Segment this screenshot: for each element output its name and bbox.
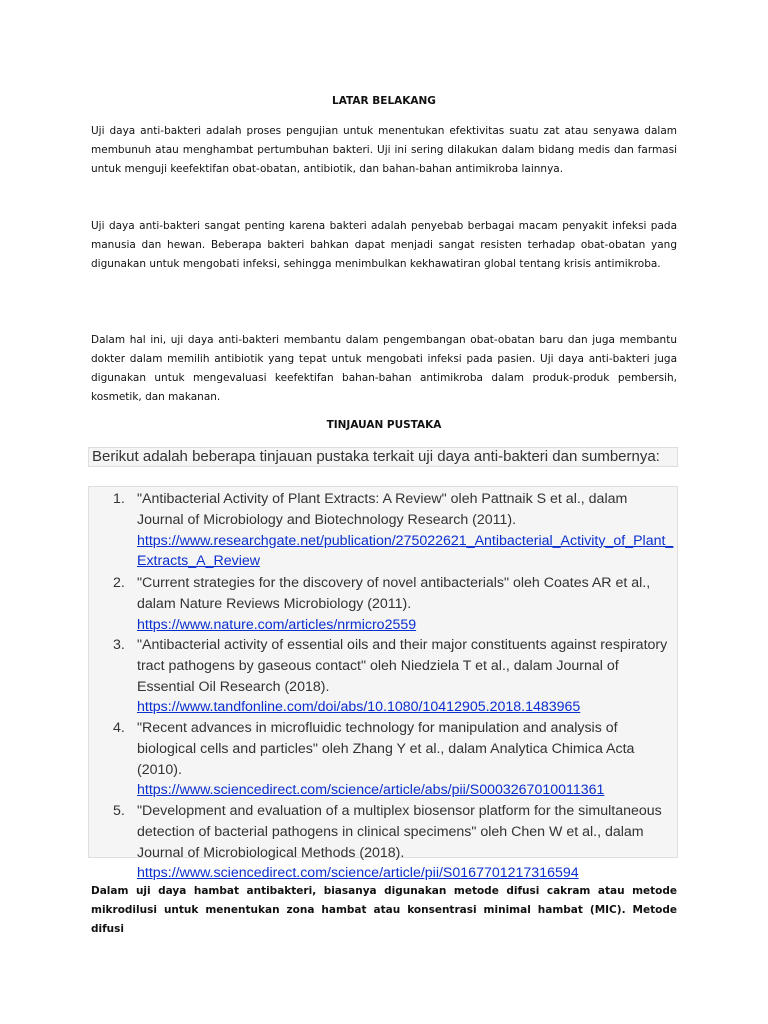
reference-citation: "Development and evaluation of a multiplex biosensor platform for the simultaneous detection of bacterial pathogens in clinical specimens" oleh Chen W et al., dalam Journal of Microbiological Methods (2018).: [137, 803, 662, 861]
reference-number: 3.: [113, 637, 125, 653]
reference-link[interactable]: https://www.sciencedirect.com/science/article/abs/pii/S0003267010011361: [137, 782, 605, 799]
paragraph-background-2: Uji daya anti-bakteri sangat penting karena bakteri adalah penyebab berbagai macam penyakit infeksi pada manusia dan hewan. Beberapa bakteri bahkan dapat menjadi sangat resisten terhadap obat-obatan yang digunakan untuk mengobati infeksi, sehingga menimbulkan kekhawatiran global tentang krisis antimikroba.: [91, 220, 677, 270]
paragraph-background-3: Dalam hal ini, uji daya anti-bakteri membantu dalam pengembangan obat-obatan baru dan juga membantu dokter dalam memilih antibiotik yang tepat untuk mengobati infeksi pada pasien. Uji daya anti-bakteri juga digunakan untuk mengevaluasi keefektifan bahan-bahan antimikroba dalam produk-produk pembersih, kosmetik, dan makanan.: [91, 334, 677, 403]
reference-link[interactable]: https://www.researchgate.net/publication/275022621_Antibacterial_Activity_of_Plant_Extracts_A_Review: [137, 532, 674, 570]
reference-number: 5.: [113, 803, 125, 819]
reference-number: 4.: [113, 720, 125, 736]
reference-link[interactable]: https://www.nature.com/articles/nrmicro2559: [137, 616, 417, 633]
reference-link[interactable]: https://www.tandfonline.com/doi/abs/10.1080/10412905.2018.1483965: [137, 699, 581, 716]
paragraph-background-1: Uji daya anti-bakteri adalah proses pengujian untuk menentukan efektivitas suatu zat atau senyawa dalam membunuh atau menghambat pertumbuhan bakteri. Uji ini sering dilakukan dalam bidang medis dan farmasi untuk menguji keefektifan obat-obatan, antibiotik, dan bahan-bahan antimikroba lainnya.: [91, 125, 677, 175]
reference-citation: "Recent advances in microfluidic technology for manipulation and analysis of biological cells and particles" oleh Zhang Y et al., dalam Analytica Chimica Acta (2010).: [137, 720, 635, 778]
reference-number: 2.: [113, 575, 125, 591]
reference-number: 1.: [113, 491, 125, 507]
reference-citation: "Current strategies for the discovery of novel antibacterials" oleh Coates AR et al., dalam Nature Reviews Microbiology (2011).: [137, 575, 651, 612]
reference-box: [88, 486, 678, 882]
reference-citation: "Antibacterial Activity of Plant Extracts: A Review" oleh Pattnaik S et al., dalam Journal of Microbiology and Biotechnology Research (2011).: [137, 491, 628, 528]
reference-link[interactable]: https://www.sciencedirect.com/science/article/pii/S0167701217316594: [137, 865, 579, 882]
reference-list: [89, 487, 679, 882]
reference-citation: "Antibacterial activity of essential oils and their major constituents against respiratory tract pathogens by gaseous contact" oleh Niedziela T et al., dalam Journal of Essential Oil Research (2018).: [137, 637, 668, 695]
heading-tinjauan-pustaka: TINJAUAN PUSTAKA: [326, 419, 442, 431]
paragraph-method: Dalam uji daya hambat antibakteri, biasanya digunakan metode difusi cakram atau metode mikrodilusi untuk menentukan zona hambat atau konsentrasi minimal hambat (MIC). Metode difusi: [91, 885, 677, 935]
heading-latar-belakang: LATAR BELAKANG: [332, 95, 436, 107]
review-intro: Berikut adalah beberapa tinjauan pustaka terkait uji daya anti-bakteri dan sumbernya:: [88, 447, 678, 467]
